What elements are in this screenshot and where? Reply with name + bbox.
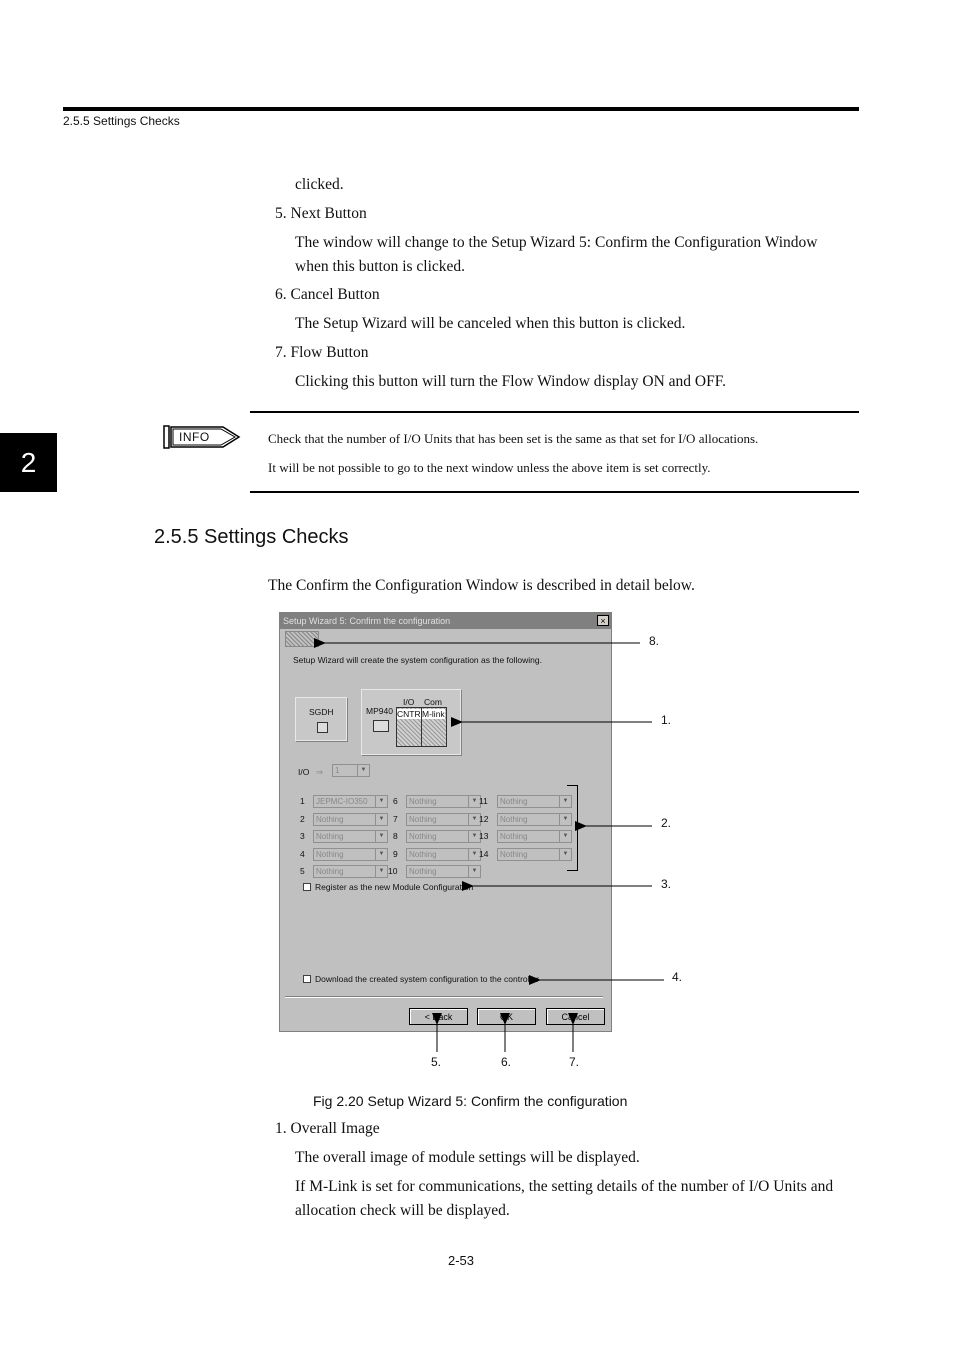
- item7-text: Clicking this button will turn the Flow Window display ON and OFF.: [295, 373, 726, 390]
- slot-number: 1: [300, 796, 305, 806]
- slot-value: JEPMC-IO350: [316, 797, 368, 806]
- slot-value: Nothing: [409, 849, 437, 859]
- slot-value: Nothing: [409, 797, 437, 806]
- section-intro: The Confirm the Configuration Window is described in detail below.: [268, 577, 695, 594]
- item1-text2-line1: If M-Link is set for communications, the setting details of the number of I/O Units and: [295, 1178, 834, 1195]
- item1-title: 1. Overall Image: [275, 1120, 380, 1137]
- register-label: Register as the new Module Configuration: [315, 882, 474, 892]
- chevron-down-icon: ▼: [468, 849, 480, 860]
- slot-number: 14: [479, 848, 489, 859]
- slot-number: 12: [479, 813, 489, 824]
- slot-value: Nothing: [500, 797, 528, 806]
- chevron-down-icon: ▼: [468, 866, 480, 877]
- chevron-down-icon: ▼: [559, 849, 571, 860]
- body-clicked: clicked.: [295, 176, 344, 193]
- chevron-down-icon: ▼: [559, 831, 571, 842]
- running-header: 2.5.5 Settings Checks: [63, 114, 180, 128]
- slot-number: 4: [300, 848, 305, 859]
- close-icon[interactable]: ×: [597, 615, 609, 626]
- slot-value: Nothing: [316, 832, 344, 841]
- chevron-down-icon: ▼: [375, 831, 387, 842]
- slot-value: Nothing: [316, 867, 344, 876]
- cntr-label: CNTR: [397, 709, 421, 719]
- slot-number: 3: [300, 831, 305, 841]
- slot-value: Nothing: [500, 814, 528, 824]
- item5-text-line1: The window will change to the Setup Wizard 5: Confirm the Configuration Window: [295, 234, 818, 251]
- slot-number: 13: [479, 831, 489, 841]
- info-label: INFO: [179, 430, 210, 444]
- back-button[interactable]: < Back: [409, 1008, 468, 1025]
- slot-number: 8: [393, 831, 398, 841]
- io-select-symbol: ⇒: [316, 767, 324, 777]
- callout-1: 1.: [661, 713, 672, 727]
- slot-number: 2: [300, 813, 305, 824]
- info-line2: It will be not possible to go to the next window unless the above item is set correctly.: [268, 460, 711, 475]
- item7-title: 7. Flow Button: [275, 344, 369, 361]
- slot-value: Nothing: [500, 832, 528, 841]
- mlink-label: M-link: [422, 709, 445, 719]
- slot-number: 6: [393, 796, 398, 806]
- chevron-down-icon: ▼: [357, 765, 369, 776]
- chevron-down-icon: ▼: [468, 831, 480, 842]
- callout-6: 6.: [501, 1055, 512, 1069]
- window-description: Setup Wizard will create the system configuration as the following.: [293, 655, 542, 665]
- callout-8: 8.: [649, 634, 660, 648]
- slot-value: Nothing: [316, 849, 344, 859]
- callout-5: 5.: [431, 1055, 442, 1069]
- callout-4: 4.: [672, 970, 683, 984]
- callout-2: 2.: [661, 816, 672, 830]
- slot-value: Nothing: [500, 849, 528, 859]
- item5-title: 5. Next Button: [275, 205, 367, 222]
- callout-7: 7.: [569, 1055, 580, 1069]
- chevron-down-icon: ▼: [559, 814, 571, 825]
- item6-title: 6. Cancel Button: [275, 286, 380, 303]
- slot-value: Nothing: [409, 832, 437, 841]
- item5-text-line2: when this button is clicked.: [295, 258, 466, 275]
- info-line1: Check that the number of I/O Units that has been set is the same as that set for I/O allocations.: [268, 431, 759, 446]
- sgdh-label: SGDH: [309, 707, 334, 717]
- slot-number: 10: [388, 866, 398, 876]
- slot-number: 9: [393, 848, 398, 859]
- download-label: Download the created system configuration to the controller: [315, 974, 539, 984]
- item6-text: The Setup Wizard will be canceled when this button is clicked.: [295, 315, 686, 332]
- chapter-tab: 2: [0, 433, 57, 492]
- chevron-down-icon: ▼: [468, 814, 480, 825]
- slot-number: 5: [300, 866, 305, 876]
- ok-button[interactable]: OK: [477, 1008, 536, 1025]
- mp940-label: MP940: [366, 706, 393, 716]
- chevron-down-icon: ▼: [375, 814, 387, 825]
- slot-number: 7: [393, 813, 398, 824]
- window-title: Setup Wizard 5: Confirm the configuration: [280, 613, 611, 629]
- chevron-down-icon: ▼: [468, 796, 480, 807]
- chevron-down-icon: ▼: [375, 849, 387, 860]
- section-heading: 2.5.5 Settings Checks: [154, 526, 349, 548]
- slot-value: Nothing: [409, 814, 437, 824]
- callout-3: 3.: [661, 877, 672, 891]
- page-number: 2-53: [448, 1253, 475, 1268]
- slot-number: 11: [479, 796, 488, 806]
- item1-text2-line2: allocation check will be displayed.: [295, 1202, 510, 1219]
- chevron-down-icon: ▼: [559, 796, 571, 807]
- chevron-down-icon: ▼: [375, 866, 387, 877]
- slot-value: Nothing: [409, 867, 437, 876]
- item1-text: The overall image of module settings will be displayed.: [295, 1149, 640, 1166]
- chevron-down-icon: ▼: [375, 796, 387, 807]
- slot-value: Nothing: [316, 814, 344, 824]
- io-select-label: I/O: [298, 767, 310, 777]
- cancel-button[interactable]: Cancel: [546, 1008, 605, 1025]
- figure-caption: Fig 2.20 Setup Wizard 5: Confirm the configuration: [313, 1093, 628, 1109]
- io-header: I/O: [403, 697, 415, 707]
- com-header: Com: [424, 697, 442, 707]
- io-select-value: 1: [335, 766, 340, 775]
